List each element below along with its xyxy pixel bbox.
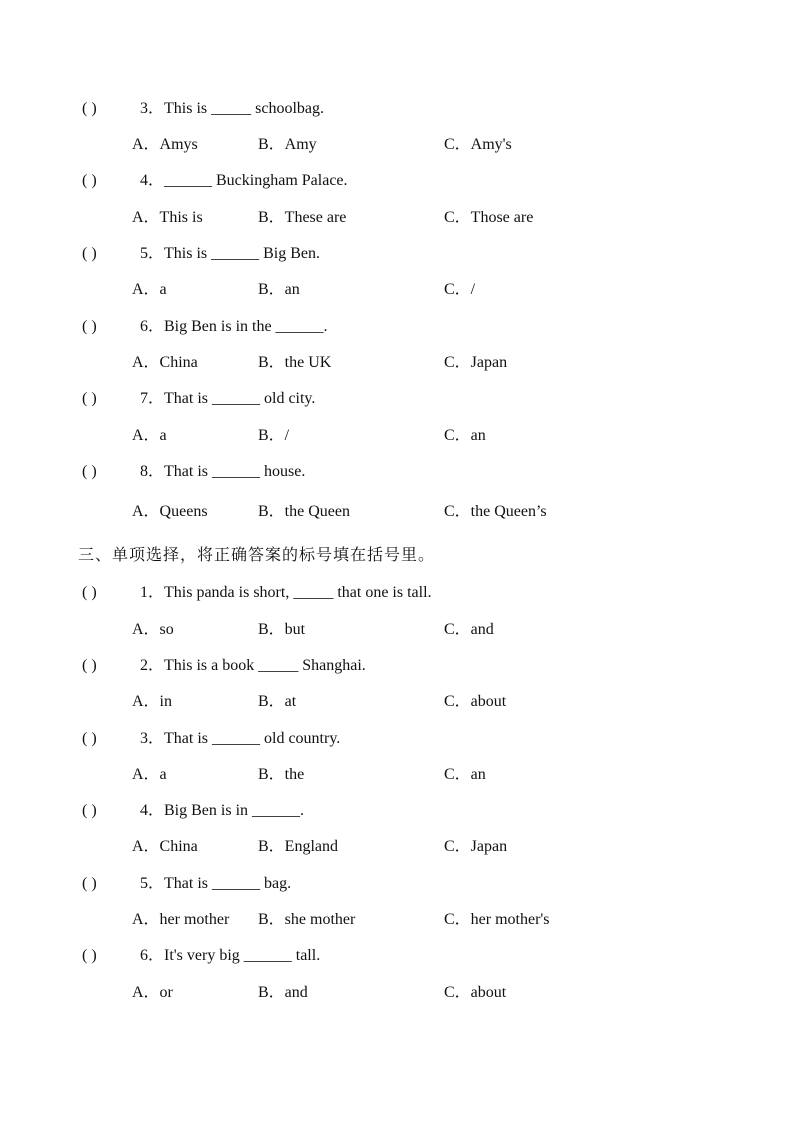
- option-b: B．the: [258, 766, 305, 783]
- option-b: B．/: [258, 427, 290, 444]
- option-b: B．the UK: [258, 354, 332, 371]
- question-text: 5．This is ______ Big Ben.: [140, 245, 321, 262]
- answer-parentheses[interactable]: ( ): [82, 657, 97, 674]
- answer-parentheses[interactable]: ( ): [82, 875, 97, 892]
- option-c: C．Those are: [444, 209, 534, 226]
- option-c: C．Amy's: [444, 136, 512, 153]
- answer-parentheses[interactable]: ( ): [82, 245, 97, 262]
- option-c: C．the Queen’s: [444, 503, 547, 520]
- option-b: B．Amy: [258, 136, 317, 153]
- option-a: A．This is: [132, 209, 203, 226]
- question-text: 3．This is _____ schoolbag.: [140, 100, 324, 117]
- question-text: 5．That is ______ bag.: [140, 875, 292, 892]
- option-c: C．about: [444, 984, 507, 1001]
- option-a: A．a: [132, 281, 167, 298]
- option-b: B．at: [258, 693, 297, 710]
- answer-parentheses[interactable]: ( ): [82, 172, 97, 189]
- option-b: B．the Queen: [258, 503, 350, 520]
- answer-parentheses[interactable]: ( ): [82, 947, 97, 964]
- option-b: B．and: [258, 984, 308, 1001]
- question-text: 7．That is ______ old city.: [140, 390, 316, 407]
- option-a: A．in: [132, 693, 173, 710]
- option-c: C．about: [444, 693, 507, 710]
- option-c: C．/: [444, 281, 476, 298]
- option-b: B．an: [258, 281, 300, 298]
- question-text: 3．That is ______ old country.: [140, 730, 341, 747]
- option-c: C．and: [444, 621, 494, 638]
- option-a: A．Amys: [132, 136, 198, 153]
- option-c: C．her mother's: [444, 911, 550, 928]
- option-b: B．These are: [258, 209, 347, 226]
- section-title: 三、单项选择，将正确答案的标号填在括号里。: [78, 545, 436, 564]
- option-a: A．or: [132, 984, 173, 1001]
- option-a: A．so: [132, 621, 174, 638]
- answer-parentheses[interactable]: ( ): [82, 730, 97, 747]
- option-a: A．Queens: [132, 503, 208, 520]
- option-a: A．her mother: [132, 911, 230, 928]
- option-a: A．a: [132, 766, 167, 783]
- option-c: C．Japan: [444, 838, 508, 855]
- option-a: A．China: [132, 354, 198, 371]
- option-b: B．she mother: [258, 911, 356, 928]
- answer-parentheses[interactable]: ( ): [82, 390, 97, 407]
- answer-parentheses[interactable]: ( ): [82, 802, 97, 819]
- answer-parentheses[interactable]: ( ): [82, 584, 97, 601]
- question-text: 6．Big Ben is in the ______.: [140, 318, 328, 335]
- option-c: C．an: [444, 766, 486, 783]
- question-text: 8．That is ______ house.: [140, 463, 306, 480]
- option-c: C．an: [444, 427, 486, 444]
- option-b: B．but: [258, 621, 306, 638]
- answer-parentheses[interactable]: ( ): [82, 100, 97, 117]
- option-b: B．England: [258, 838, 338, 855]
- answer-parentheses[interactable]: ( ): [82, 463, 97, 480]
- question-text: 4．Big Ben is in ______.: [140, 802, 305, 819]
- question-text: 2．This is a book _____ Shanghai.: [140, 657, 366, 674]
- option-a: A．China: [132, 838, 198, 855]
- option-c: C．Japan: [444, 354, 508, 371]
- question-text: 1．This panda is short, _____ that one is tall.: [140, 584, 432, 601]
- answer-parentheses[interactable]: ( ): [82, 318, 97, 335]
- question-text: 4．______ Buckingham Palace.: [140, 172, 348, 189]
- question-text: 6．It's very big ______ tall.: [140, 947, 321, 964]
- option-a: A．a: [132, 427, 167, 444]
